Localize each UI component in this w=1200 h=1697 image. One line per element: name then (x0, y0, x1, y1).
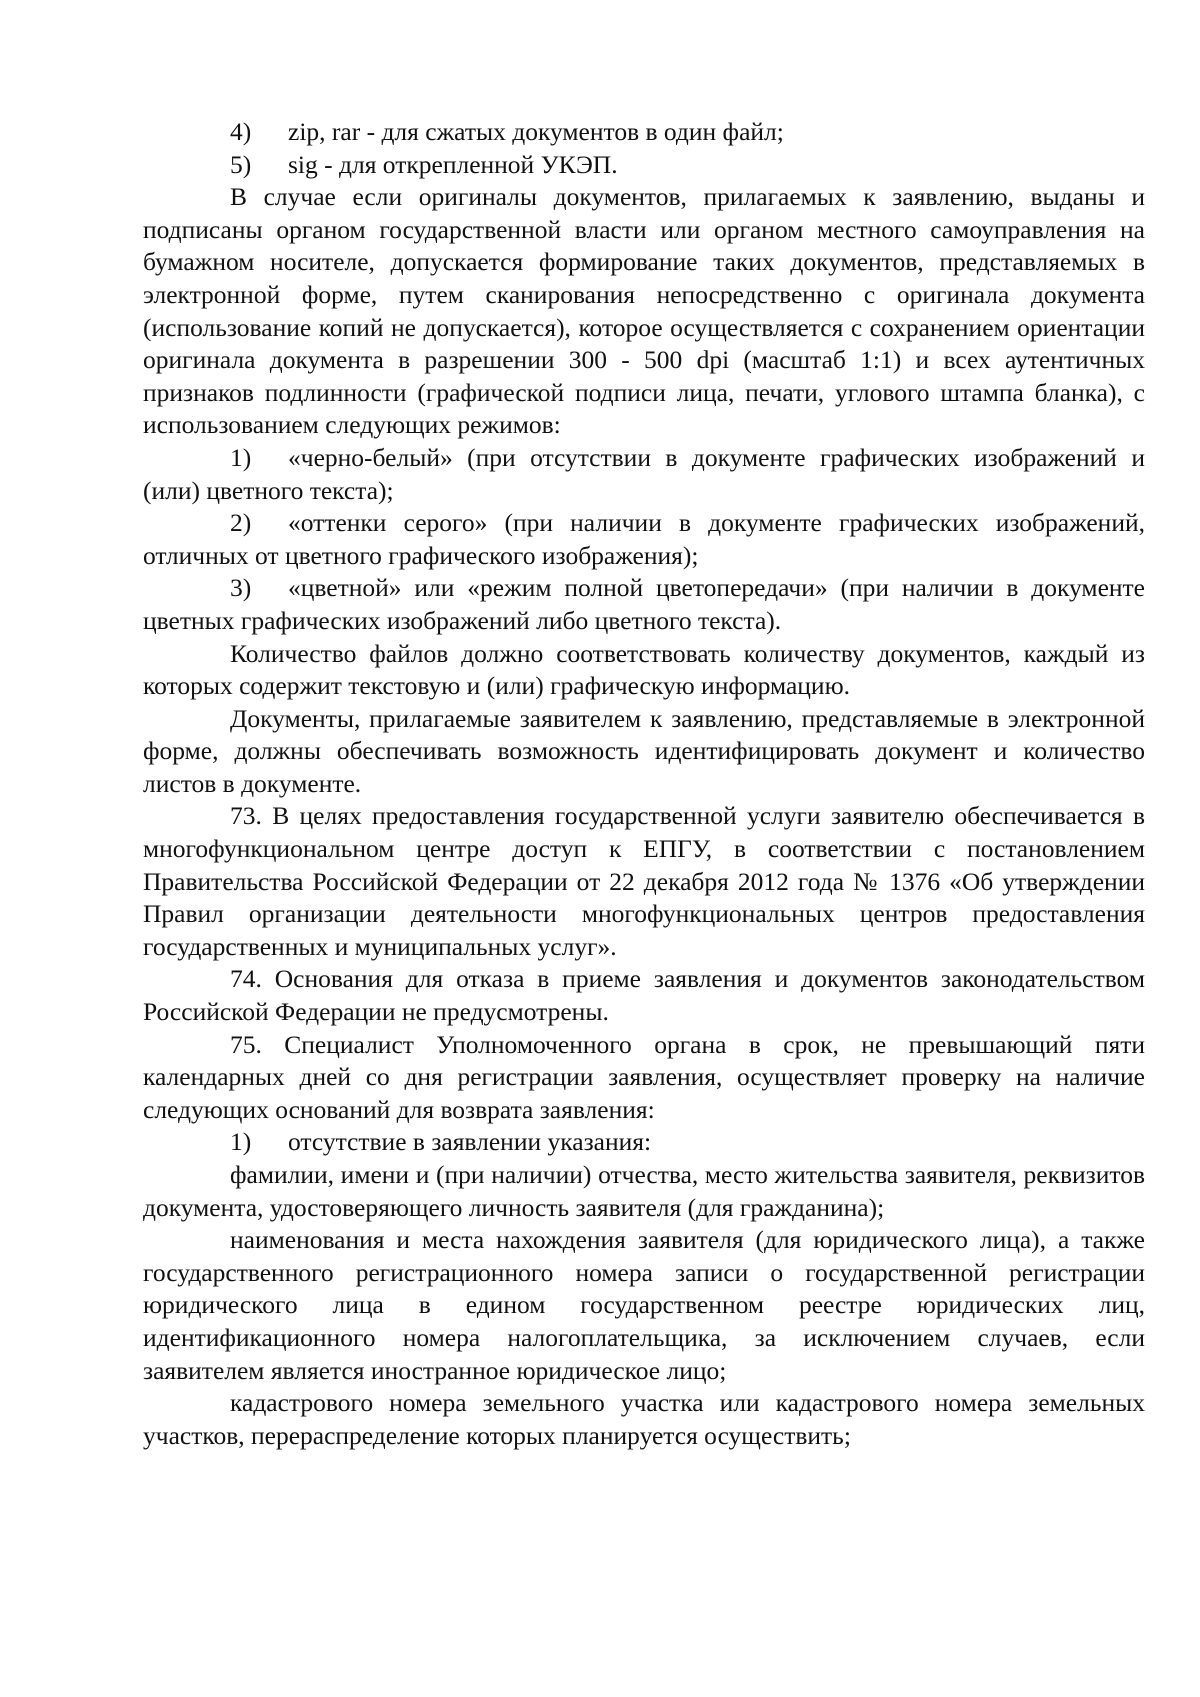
paragraph-cadastral-number: кадастрового номера земельного участка или кадастрового номера земельных участков, перераспределение которых планируется осуществить; (143, 1388, 1145, 1450)
list-item-text: «оттенки серого» (при наличии в документе графических изображений, отличных от цветного графического изображения); (143, 508, 1145, 570)
paragraph-73: 73. В целях предоставления государственной услуги заявителю обеспечивается в многофункциональном центре доступ к ЕПГУ, в соответствии с постановлением Правительства Российской Федерации от 22 декабря 2012 года № 1376 «Об утверждении Правил организации деятельности многофункциональных центров предоставления государственных и муниципальных услуг». (143, 801, 1145, 961)
paragraph-documents-identification: Документы, прилагаемые заявителем к заявлению, представляемые в электронной форме, должны обеспечивать возможность идентифицировать документ и количество листов в документе. (143, 703, 1145, 798)
list-item-4 (143, 116, 1145, 149)
list-item-return-1 (143, 1126, 1145, 1159)
paragraph-scanning-rules: В случае если оригиналы документов, прилагаемых к заявлению, выданы и подписаны органом государственной власти или органом местного самоуправления на бумажном носителе, допускается формирование таких документов, представляемых в электронной форме, путем сканирования непосредственно с оригинала документа (использование копий не допускается), которое осуществляется с сохранением ориентации оригинала документа в разрешении 300 - 500 dpi (масштаб 1:1) и всех аутентичных признаков подлинности (графической подписи лица, печати, углового штампа бланка), с использованием следующих режимов: (143, 182, 1145, 440)
list-item-text: «черно-белый» (при отсутствии в документе графических изображений и (или) цветного текста); (143, 442, 1145, 505)
list-item-mode-3 (143, 572, 1145, 637)
list-item-text: «цветной» или «режим полной цветопередачи» (при наличии в документе цветных графических изображений либо цветного текста). (143, 573, 1145, 635)
list-item-mode-1 (143, 442, 1145, 507)
list-item-text: отсутствие в заявлении указания: (288, 1127, 652, 1157)
list-item-mode-2 (143, 507, 1145, 572)
list-number: 4) (230, 117, 252, 146)
list-number: 2) (230, 508, 252, 538)
paragraph-file-count: Количество файлов должно соответствовать количеству документов, каждый из которых содержит текстовую и (или) графическую информацию. (143, 638, 1145, 701)
list-number: 1) (230, 1127, 252, 1157)
list-number: 5) (230, 149, 252, 179)
paragraph-legal-entity-details: наименования и места нахождения заявителя (для юридического лица), а также государственного регистрационного номера записи о государственной регистрации юридического лица в едином государственном реестре юридических лиц, идентификационного номера налогоплательщика, за исключением случаев, если заявителем является иностранное юридическое лицо; (143, 1225, 1145, 1385)
paragraph-75: 75. Специалист Уполномоченного органа в срок, не превышающий пяти календарных дней со дня регистрации заявления, осуществляет проверку на наличие следующих оснований для возврата заявления: (143, 1029, 1145, 1124)
list-item-5 (143, 149, 1145, 182)
list-item-text: sig - для открепленной УКЭП. (288, 149, 618, 179)
paragraph-citizen-details: фамилии, имени и (при наличии) отчества, место жительства заявителя, реквизитов документа, удостоверяющего личность заявителя (для гражданина); (143, 1160, 1145, 1222)
document-body (143, 116, 1145, 1452)
list-item-text: zip, rar - для сжатых документов в один файл; (288, 117, 784, 146)
list-number: 3) (230, 573, 252, 603)
paragraph-74: 74. Основания для отказа в приеме заявления и документов законодательством Российской Федерации не предусмотрены. (143, 964, 1145, 1027)
list-number: 1) (230, 442, 252, 472)
